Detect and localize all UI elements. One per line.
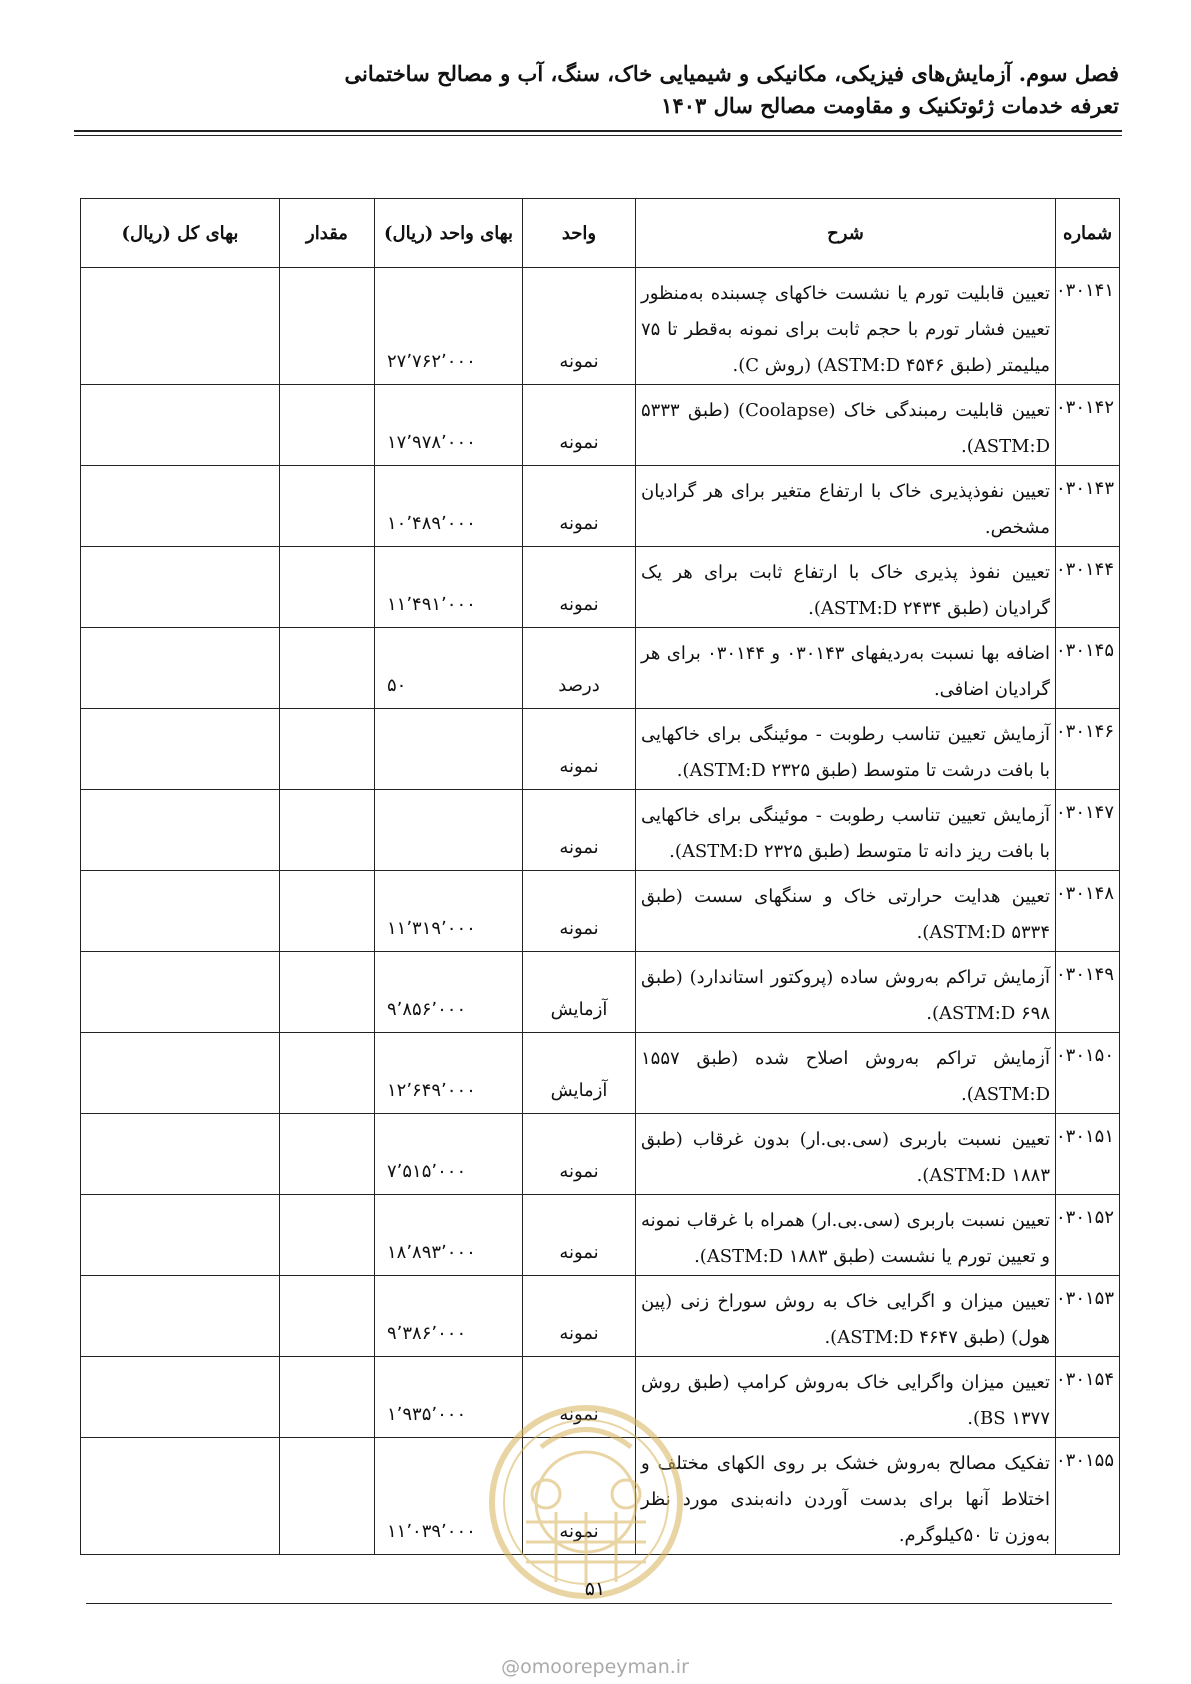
table-row — [81, 385, 1120, 466]
document-title: تعرفه خدمات ژئوتکنیک و مقاومت مصالح سال ۱۴۰۳ — [661, 93, 1119, 118]
item-code: ۰۳۰۱۴۹ — [1056, 952, 1120, 1033]
item-unit-price: ۵۰ — [375, 628, 523, 709]
item-code: ۰۳۰۱۴۷ — [1056, 790, 1120, 871]
seal-stamp-icon — [486, 1402, 686, 1602]
item-unit: نمونه — [523, 385, 636, 466]
item-total-price — [81, 952, 280, 1033]
table-header-row — [81, 199, 1120, 268]
item-total-price — [81, 1276, 280, 1357]
item-code: ۰۳۰۱۵۳ — [1056, 1276, 1120, 1357]
item-unit-price — [375, 790, 523, 871]
item-unit-price: ۱٬۹۳۵٬۰۰۰ — [375, 1357, 523, 1438]
watermark-text: @omoorepeyman.ir — [501, 1656, 689, 1678]
item-description: تعیین قابلیت رمبندگی خاک (Coolapse) (طبق ۵۳۳۳ ASTM:D). — [636, 385, 1056, 466]
item-unit-price: ۱۱٬۳۱۹٬۰۰۰ — [375, 871, 523, 952]
item-total-price — [81, 466, 280, 547]
item-quantity — [280, 466, 375, 547]
col-header-code: شماره — [1056, 199, 1120, 268]
item-unit: آزمایش — [523, 952, 636, 1033]
tariff-table — [80, 198, 1120, 1555]
item-quantity — [280, 547, 375, 628]
item-unit: نمونه — [523, 547, 636, 628]
col-header-price: بهای واحد (ریال) — [375, 199, 523, 268]
item-quantity — [280, 709, 375, 790]
item-description: تعیین هدایت حرارتی خاک و سنگهای سست (طبق ۵۳۳۴ ASTM:D). — [636, 871, 1056, 952]
header-rule-thick — [74, 130, 1122, 132]
item-unit: نمونه — [523, 871, 636, 952]
col-header-unit: واحد — [523, 199, 636, 268]
item-code: ۰۳۰۱۴۴ — [1056, 547, 1120, 628]
col-header-qty: مقدار — [280, 199, 375, 268]
item-unit: نمونه — [523, 790, 636, 871]
item-code: ۰۳۰۱۵۰ — [1056, 1033, 1120, 1114]
item-total-price — [81, 1357, 280, 1438]
chapter-title: فصل سوم. آزمایش‌های فیزیکی، مکانیکی و شیمیایی خاک، سنگ، آب و مصالح ساختمانی — [344, 61, 1119, 86]
item-code: ۰۳۰۱۵۲ — [1056, 1195, 1120, 1276]
item-unit-price: ۱۷٬۹۷۸٬۰۰۰ — [375, 385, 523, 466]
item-code: ۰۳۰۱۴۵ — [1056, 628, 1120, 709]
table-row — [81, 268, 1120, 385]
item-description: تعیین میزان واگرایی خاک به‌روش کرامپ (طبق روش ۱۳۷۷ BS). — [636, 1357, 1056, 1438]
item-unit-price: ۹٬۳۸۶٬۰۰۰ — [375, 1276, 523, 1357]
col-header-total: بهای کل (ریال) — [81, 199, 280, 268]
item-unit-price — [375, 709, 523, 790]
item-quantity — [280, 790, 375, 871]
item-description: تعیین قابلیت تورم یا نشست خاکهای چسبنده به‌منظور تعیین فشار تورم با حجم ثابت برای نمونه به‌قطر تا ۷۵ میلیمتر (طبق ASTM:D ۴۵۴۶) (روش C). — [636, 268, 1056, 385]
item-total-price — [81, 385, 280, 466]
item-quantity — [280, 628, 375, 709]
item-unit: نمونه — [523, 1114, 636, 1195]
item-code: ۰۳۰۱۴۲ — [1056, 385, 1120, 466]
item-code: ۰۳۰۱۴۱ — [1056, 268, 1120, 385]
item-description: تعیین میزان و اگرایی خاک به روش سوراخ زنی (پین هول) (طبق ASTM:D ۴۶۴۷). — [636, 1276, 1056, 1357]
page-number: ۵۱ — [584, 1578, 606, 1600]
table-row — [81, 547, 1120, 628]
item-unit: نمونه — [523, 466, 636, 547]
item-description: تعیین نفوذ پذیری خاک با ارتفاع ثابت برای هر یک گرادیان (طبق ASTM:D ۲۴۳۴). — [636, 547, 1056, 628]
item-unit-price: ۹٬۸۵۶٬۰۰۰ — [375, 952, 523, 1033]
page-header — [76, 58, 1119, 122]
item-total-price — [81, 268, 280, 385]
item-unit-price: ۱۸٬۸۹۳٬۰۰۰ — [375, 1195, 523, 1276]
item-total-price — [81, 1438, 280, 1555]
header-rule-thin — [74, 135, 1122, 136]
item-unit: نمونه — [523, 1438, 636, 1555]
table-row — [81, 1114, 1120, 1195]
item-unit-price: ۱۱٬۰۳۹٬۰۰۰ — [375, 1438, 523, 1555]
table-row — [81, 1033, 1120, 1114]
item-description: اضافه بها نسبت به‌ردیفهای ۰۳۰۱۴۳ و ۰۳۰۱۴۴ برای هر گرادیان اضافی. — [636, 628, 1056, 709]
item-quantity — [280, 952, 375, 1033]
item-description: آزمایش تراکم به‌روش ساده (پروکتور استاندارد) (طبق ۶۹۸ ASTM:D). — [636, 952, 1056, 1033]
item-unit: نمونه — [523, 1195, 636, 1276]
item-description: تعیین نسبت باربری (سی.بی.ار) همراه با غرقاب نمونه و تعیین تورم یا نشست (طبق ۱۸۸۳ ASTM:D). — [636, 1195, 1056, 1276]
item-code: ۰۳۰۱۴۶ — [1056, 709, 1120, 790]
table-row — [81, 1276, 1120, 1357]
item-unit: نمونه — [523, 1357, 636, 1438]
item-unit-price: ۱۲٬۶۴۹٬۰۰۰ — [375, 1033, 523, 1114]
item-total-price — [81, 871, 280, 952]
item-quantity — [280, 1438, 375, 1555]
item-code: ۰۳۰۱۴۳ — [1056, 466, 1120, 547]
item-description: آزمایش تراکم به‌روش اصلاح شده (طبق ۱۵۵۷ ASTM:D). — [636, 1033, 1056, 1114]
item-code: ۰۳۰۱۵۴ — [1056, 1357, 1120, 1438]
item-total-price — [81, 1195, 280, 1276]
item-total-price — [81, 709, 280, 790]
item-description: آزمایش تعیین تناسب رطوبت - موئینگی برای خاکهایی با بافت ریز دانه تا متوسط (طبق ASTM:D ۲۳۲۵). — [636, 790, 1056, 871]
item-description: تعیین نسبت باربری (سی.بی.ار) بدون غرقاب (طبق ۱۸۸۳ ASTM:D). — [636, 1114, 1056, 1195]
item-quantity — [280, 1033, 375, 1114]
item-quantity — [280, 1114, 375, 1195]
table-row — [81, 466, 1120, 547]
table-row — [81, 952, 1120, 1033]
item-description: تعیین نفوذپذیری خاک با ارتفاع متغیر برای هر گرادیان مشخص. — [636, 466, 1056, 547]
item-quantity — [280, 385, 375, 466]
item-code: ۰۳۰۱۴۸ — [1056, 871, 1120, 952]
item-total-price — [81, 790, 280, 871]
item-unit: نمونه — [523, 268, 636, 385]
table-row — [81, 628, 1120, 709]
item-code: ۰۳۰۱۵۱ — [1056, 1114, 1120, 1195]
table-row — [81, 871, 1120, 952]
item-unit: نمونه — [523, 1276, 636, 1357]
item-total-price — [81, 628, 280, 709]
item-quantity — [280, 268, 375, 385]
footer-rule — [86, 1603, 1112, 1604]
item-description: آزمایش تعیین تناسب رطوبت - موئینگی برای خاکهایی با بافت درشت تا متوسط (طبق ASTM:D ۲۳۲۵). — [636, 709, 1056, 790]
item-unit-price: ۲۷٬۷۶۲٬۰۰۰ — [375, 268, 523, 385]
col-header-desc: شرح — [636, 199, 1056, 268]
item-quantity — [280, 871, 375, 952]
item-total-price — [81, 1114, 280, 1195]
item-total-price — [81, 1033, 280, 1114]
item-quantity — [280, 1357, 375, 1438]
item-total-price — [81, 547, 280, 628]
item-unit: درصد — [523, 628, 636, 709]
table-row — [81, 790, 1120, 871]
table-row — [81, 1195, 1120, 1276]
item-quantity — [280, 1195, 375, 1276]
item-unit: آزمایش — [523, 1033, 636, 1114]
item-quantity — [280, 1276, 375, 1357]
item-code: ۰۳۰۱۵۵ — [1056, 1438, 1120, 1555]
item-unit: نمونه — [523, 709, 636, 790]
item-unit-price: ۱۱٬۴۹۱٬۰۰۰ — [375, 547, 523, 628]
item-description: تفکیک مصالح به‌روش خشک بر روی الکهای مختلف و اختلاط آنها برای بدست آوردن دانه‌بندی مورد نظر به‌وزن تا ۵۰کیلوگرم. — [636, 1438, 1056, 1555]
table-row — [81, 709, 1120, 790]
item-unit-price: ۱۰٬۴۸۹٬۰۰۰ — [375, 466, 523, 547]
item-unit-price: ۷٬۵۱۵٬۰۰۰ — [375, 1114, 523, 1195]
